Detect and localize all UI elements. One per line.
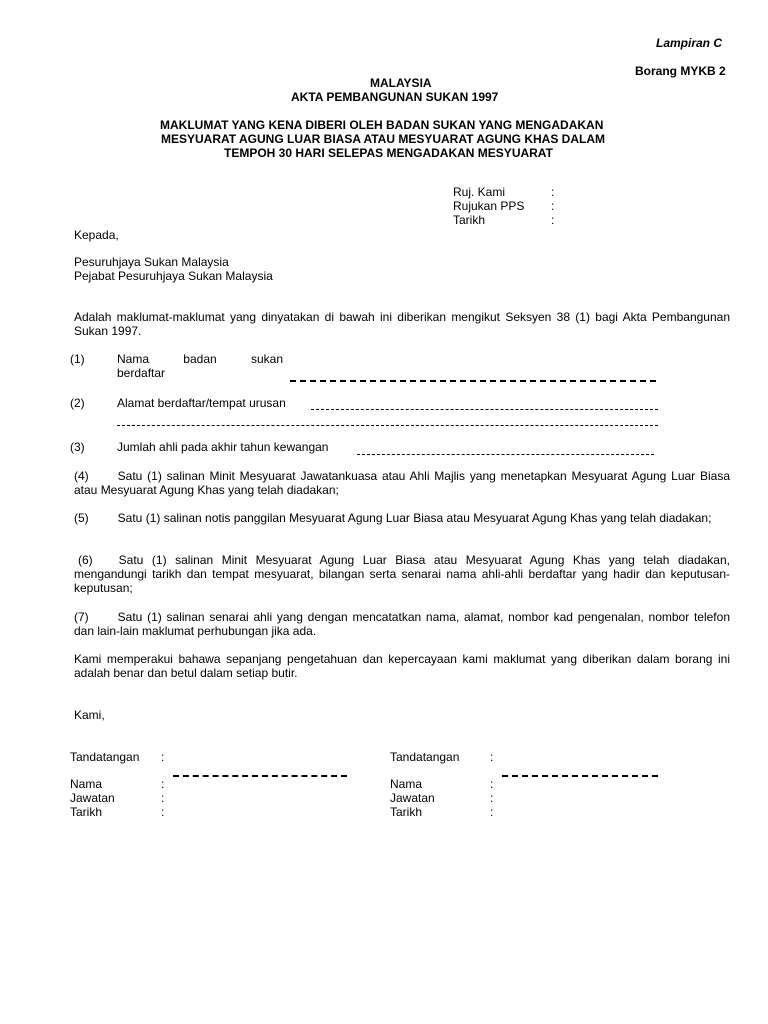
field-3-number: (3) bbox=[70, 440, 85, 454]
signature-left-position-label: Jawatan bbox=[70, 791, 115, 805]
our-ref-colon: : bbox=[551, 185, 555, 199]
signature-right-date-colon: : bbox=[490, 805, 494, 819]
form-title-line1: MAKLUMAT YANG KENA DIBERI OLEH BADAN SUKAN YANG MENGADAKAN bbox=[160, 118, 604, 132]
signature-left-name-colon: : bbox=[161, 777, 165, 791]
ref-date-label: Tarikh bbox=[453, 213, 486, 227]
signature-right-position-label: Jawatan bbox=[390, 791, 435, 805]
signature-left-name-label: Nama bbox=[70, 777, 103, 791]
signature-right-name-label: Nama bbox=[390, 777, 423, 791]
item-4 bbox=[74, 469, 730, 497]
field-1-input-line[interactable] bbox=[290, 380, 656, 382]
signature-right-sign-label: Tandatangan bbox=[390, 750, 460, 764]
salutation: Kepada, bbox=[74, 228, 119, 242]
field-3-input-line[interactable] bbox=[357, 454, 654, 455]
form-title-line3: TEMPOH 30 HARI SELEPAS MENGADAKAN MESYUARAT bbox=[224, 146, 553, 160]
country-title: MALAYSIA bbox=[370, 76, 432, 90]
form-code: Borang MYKB 2 bbox=[635, 64, 726, 78]
field-1-label: Nama badan sukan bbox=[117, 352, 283, 366]
signature-right-date-label: Tarikh bbox=[390, 805, 423, 819]
signature-left-date-colon: : bbox=[161, 805, 165, 819]
item-5-number: (5) bbox=[74, 511, 89, 525]
item-6 bbox=[74, 553, 730, 595]
item-4-text: Satu (1) salinan Minit Mesyuarat Jawatankuasa atau Ahli Majlis yang menetapkan Mesyuarat Agung Luar Biasa atau Mesyuarat Agung Khas yang telah diadakan; bbox=[74, 469, 730, 497]
item-5 bbox=[74, 511, 730, 525]
item-6-number: (6) bbox=[78, 553, 93, 567]
item-7 bbox=[74, 610, 730, 638]
field-1-label-cont: berdaftar bbox=[117, 366, 166, 380]
item-4-number: (4) bbox=[74, 469, 89, 483]
signature-right-name-colon: : bbox=[490, 777, 494, 791]
field-1-number: (1) bbox=[70, 352, 85, 366]
field-2-label: Alamat berdaftar/tempat urusan bbox=[117, 396, 286, 410]
signature-right-sign-line[interactable] bbox=[502, 775, 658, 777]
signature-left-date-label: Tarikh bbox=[70, 805, 103, 819]
appendix-label: Lampiran C bbox=[656, 36, 723, 50]
item-6-text: Satu (1) salinan Minit Mesyuarat Agung Luar Biasa atau Mesyuarat Agung Khas yang telah diadakan, mengandungi tarikh dan tempat mesyuarat, bilangan serta senarai nama ahli-ahli berdaftar yang hadir dan keputusan-keputusan; bbox=[74, 553, 730, 595]
intro-paragraph: Adalah maklumat-maklumat yang dinyatakan di bawah ini diberikan mengikut Seksyen 38 (1) bagi Akta Pembangunan Sukan 1997. bbox=[74, 310, 730, 338]
field-3-label: Jumlah ahli pada akhir tahun kewangan bbox=[117, 440, 329, 454]
item-7-number: (7) bbox=[74, 610, 89, 624]
signature-right-position-colon: : bbox=[490, 791, 494, 805]
signature-right-sign-colon: : bbox=[490, 750, 494, 764]
ref-date-colon: : bbox=[551, 213, 555, 227]
pps-ref-colon: : bbox=[551, 199, 555, 213]
item-7-text: Satu (1) salinan senarai ahli yang dengan mencatatkan nama, alamat, nombor kad pengenalan, nombor telefon dan lain-lain maklumat perhubungan jika ada. bbox=[74, 610, 730, 638]
signature-left-sign-line[interactable] bbox=[173, 775, 347, 777]
signature-left-sign-label: Tandatangan bbox=[70, 750, 140, 764]
our-ref-label: Ruj. Kami bbox=[453, 185, 506, 199]
declaration-paragraph: Kami memperakui bahawa sepanjang pengetahuan dan kepercayaan kami maklumat yang diberikan dalam borang ini adalah benar dan betul dalam setiap butir. bbox=[74, 652, 730, 680]
field-2-number: (2) bbox=[70, 396, 85, 410]
closing-text: Kami, bbox=[74, 708, 105, 722]
addressee-line1: Pesuruhjaya Sukan Malaysia bbox=[74, 255, 229, 269]
field-2-input-line[interactable] bbox=[311, 409, 658, 410]
act-title: AKTA PEMBANGUNAN SUKAN 1997 bbox=[291, 90, 499, 104]
addressee-line2: Pejabat Pesuruhjaya Sukan Malaysia bbox=[74, 269, 273, 283]
signature-left-sign-colon: : bbox=[161, 750, 165, 764]
field-2-input-line-2[interactable] bbox=[117, 425, 658, 426]
pps-ref-label: Rujukan PPS bbox=[453, 199, 525, 213]
item-5-text: Satu (1) salinan notis panggilan Mesyuarat Agung Luar Biasa atau Mesyuarat Agung Khas yang telah diadakan; bbox=[117, 511, 712, 525]
signature-left-position-colon: : bbox=[161, 791, 165, 805]
form-title-line2: MESYUARAT AGUNG LUAR BIASA ATAU MESYUARAT AGUNG KHAS DALAM bbox=[161, 132, 605, 146]
